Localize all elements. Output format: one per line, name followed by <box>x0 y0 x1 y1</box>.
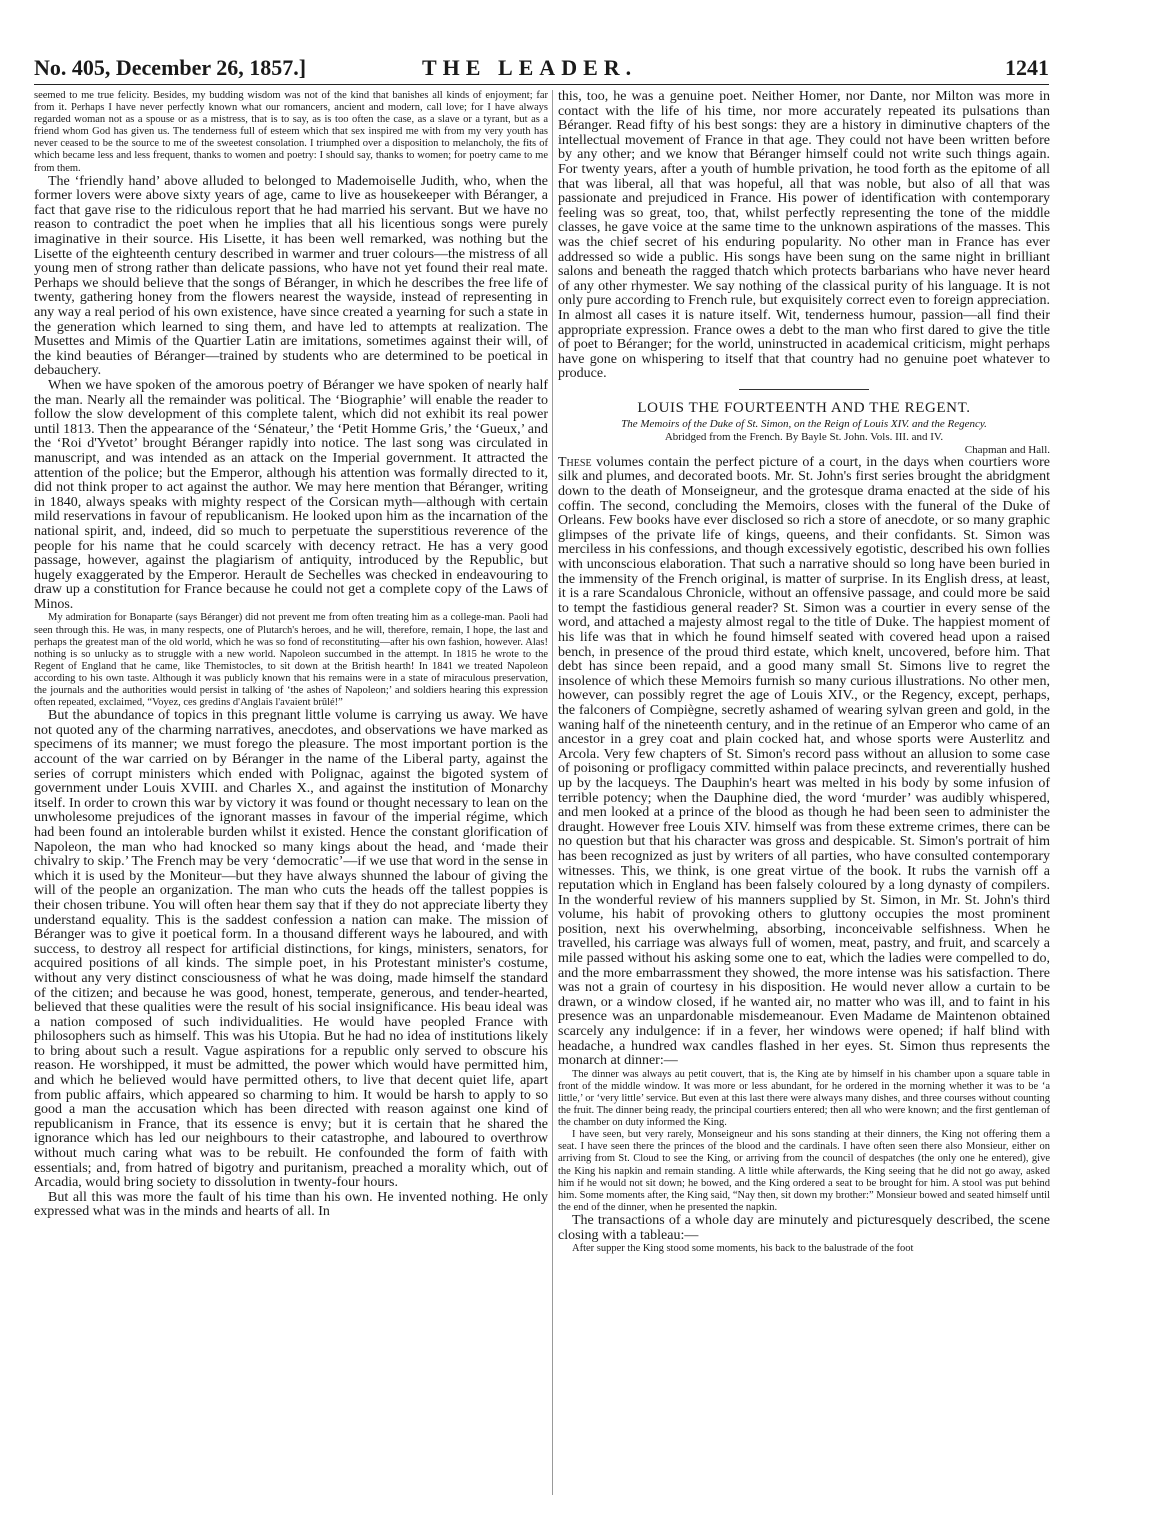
quote-bonaparte: My admiration for Bonaparte (says Béranger) did not prevent me from often treating him as a college-man. Paoli had seen through this. He was, in many respects, one of Plutarch's heroes, and he will, therefore, remain, I hope, the last and perhaps the greatest man of the old world, which he was so fond of reconstituting—after his own fashion, however. Alas! nothing is so unlucky as to struggle with a new world. Napoleon succumbed in the attempt. In 1815 he wrote to the Regent of England that he came, like Themistocles, to sit down at the British hearth! In 1841 we treated Napoleon according to his own taste. Although it was publicly known that his remains were in a state of miraculous preservation, the journals and the authorities would persist in talking of ‘the ashes of Napoleon;’ and soldiers hearing this expression often repeated, exclaimed, “Voyez, ces gredins d'Anglais l'avaient brûlé!” <box>34 612 548 709</box>
issue-date: No. 405, December 26, 1857.] <box>34 55 307 80</box>
right-column <box>558 90 1050 1255</box>
header-rule <box>34 84 1049 85</box>
article-publisher: Chapman and Hall. <box>964 443 1050 456</box>
quote-monseigneur: I have seen, but very rarely, Monseigneur and his sons standing at their dinners, the King not offering them a seat. I have seen there the princes of the blood and the cardinals. I have often seen there also Monsieur, either on arriving from St. Cloud to see the King, or arriving from the council of despatches (the only one he entered), give the King his napkin and remain standing. A little while afterwards, the King seeing that he did not go away, asked him if he would not sit down; he bowed, and the King ordered a seat to be brought for him. A stool was put behind him. Some moments after, the King said, “Nay then, sit down my brother:” Monsieur bowed and seated himself until the end of the dinner, when he presented the napkin. <box>558 1129 1050 1213</box>
page-header <box>34 55 1049 81</box>
paragraph-political: When we have spoken of the amorous poetry of Béranger we have spoken of nearly half the man. Nearly all the remainder was political. The ‘Biographie’ will enable the reader to follow the slow development of this complete talent, which did not exhibit its real power until 1813. Then the appearance of the ‘Sénateur,’ the ‘Petit Homme Gris,’ the ‘Gueux,’ and the ‘Roi d'Yvetot’ brought Béranger rapidly into notice. The last song was circulated in manuscript, and was intended as an attack on the Imperial government. It attracted the attention of the police; but the Emperor, although his attention was formally directed to it, did not think proper to act against the author. We may here mention that Béranger, writing in 1840, always speaks with mighty respect of the Corsican myth—although with certain mild reservations in favour of republicanism. He looked upon him as the incarnation of the national spirit, and, indeed, did so much to perpetuate the superstitious reverence of the people for his name that he could scarcely with decency retract. He has a very good passage, however, against the plagiarism of antiquity, introduced by the Republic, but hugely exaggerated by the Emperor. Herault de Sechelles was checked in endeavouring to draw up a constitution for France because he could not get a complete copy of the Laws of Minos. <box>34 377 548 612</box>
paragraph-topics: But the abundance of topics in this pregnant little volume is carrying us away. We have not quoted any of the charming narratives, anecdotes, and observations we have marked as specimens of its manner; we must forego the pleasure. The most important portion is the account of the war carried on by Béranger in the name of the Liberal party, against the series of corrupt ministers which ended with Polignac, against the bigoted system of government under Louis XVIII. and Charles X., and against the institution of Monarchy itself. In order to crown this war by victory it was found or thought necessary to lean on the unwholesome prejudices of the ignorant masses in favour of the imperial régime, which had been found an intolerable burden whilst it existed. Hence the constant glorification of Napoleon, the man who had knocked so many kings about the head, and ‘made their chivalry to skip.’ The French may be very ‘democratic’—if we use that word in the sense in which it is used by the Moniteur—but they have always shunned the labour of giving the will of the people an organization. The man who cuts the heads off the tallest poppies is their chosen tribune. You will often hear them say that if they do not appreciate liberty they understand equality. This is the saddest confession a nation can make. The mission of Béranger was to give it poetical form. In a thousand different ways he laboured, and with success, to destroy all respect for artificial distinctions, for kings, ministers, senators, for acquired positions of all kinds. The simple poet, in his Protestant minister's costume, without any very distinct consciousness of what he was doing, made himself the standard of the citizen; and because he was good, honest, temperate, generous, and tender-hearted, believed that these qualities were the result of his social insignificance. His beau ideal was a nation composed of such individualities. He would have peopled France with philosophers such as himself. This was his Utopia. But he had no idea of institutions likely to bring about such a result. Vague aspirations for a republic only served to obscure his reason. He worshipped, it must be admitted, the power which would have permitted him, and which he believed would have permitted others, to live that decent quiet life, apart from public affairs, which appeared so charming to him. It would be harsh to apply to so good a man the accusation which has been directed with reason against one kind of republicanism in France, that its essence is envy; but it is certain that he shared the ignorance which has led our neighbours to their catastrophe, and laboured to overthrow without much caring what was to be rebuilt. He confounded the form of faith with essentials; and, from hatred of bigotry and puritanism, preached a morality which, out of Arcadia, would bring society to dissolution in twenty-four hours. <box>34 708 548 1191</box>
section-separator <box>739 389 869 390</box>
paragraph-genuine-poet: this, too, he was a genuine poet. Neither Homer, nor Dante, nor Milton was more in contact with the life of his time, nor more accurately repeated its pulsations than Béranger. Read fifty of his best songs: they are a history in diminutive chapters of the intellectual movement of France in that age. They could not have been written before by any other; and we know that Béranger himself could not write such things again. For twenty years, after a youth of humble privation, he tood forth as the epitome of all that was liberal, all that was hopeful, all that was noble, but also of all that was passionate and prejudiced in France. His power of identification with contemporary feeling was so great, too, that, whilst perfectly representing the tone of the middle classes, he gave voice at the same time to the unknown aspirations of the masses. This was the chief secret of his enduring popularity. No other man in France has ever addressed so wide a public. His songs have been sung on the same night in brilliant salons and beneath the ragged thatch which protects barbarians who have never heard of any other rhymester. We say nothing of the classical purity of his language. It is not only pure according to French rule, but exquisitely correct even to foreign appreciation. In almost all cases it is nature itself. Wit, tenderness humour, passion—all find their appropriate expression. France owes a debt to the man who first dared to give the title of poet to Béranger; for the world, uninstructed in academical criticism, might perhaps have gone on whispering to itself that that country had no genuine poet whatever to produce. <box>558 89 1050 382</box>
quote-after-supper: After supper the King stood some moments, his back to the balustrade of the foot <box>572 1243 914 1255</box>
column-divider <box>552 90 553 1495</box>
paragraph-fault: But all this was more the fault of his time than his own. He invented nothing. He only expressed what was in the minds and hearts of all. In <box>34 1189 548 1220</box>
review-first-word: These <box>558 454 592 470</box>
review-text: volumes contain the perfect picture of a court, in the days when courtiers wore silk and plumes, and decorated boots. Mr. St. John's first series brought the abridgment down to the death of Monseigneur, and the grotesque drama enacted at the side of his coffin. The second, concluding the Memoirs, closes with the funeral of the Duke of Orleans. Few books have ever disclosed so rich a store of anecdote, or so many graphic glimpses of the private life of kings, queens, and their confidants. St. Simon was merciless in his confessions, and though excessively egotistic, described his own follies with unconscious elaboration. That such a narrative should so long have been buried in the immensity of the French original, is matter of surprise. In its English dress, at least, it is a rare Scandalous Chronicle, without an offensive passage, and could more be said to tempt the fastidious general reader? St. Simon was a courtier in every sense of the word, and attached a majesty almost regal to the title of Duke. The happiest moment of his life was that in which he found himself seated with covered head upon a raised bench, in presence of the proud third estate, which knelt, uncovered, before him. That debt has since been repaid, and a good many small St. Simons live to regret the insolence of which these Memoirs furnish so many curious illustrations. No other men, however, can possibly regret the age of Louis XIV., or the Regency, except, perhaps, the falconers of Compiègne, secretly ashamed of wearing sylvan green and gold, in the waning half of the nineteenth century, and in the retinue of an Emperor who came of an ancestor in a grey coat and plain cocked hat, and whose sports were Austerlitz and Arcola. Very few chapters of St. Simon's record pass without an allusion to some case of poisoning or profligacy committed within palace precincts, and reverentially hushed up by the lacqueys. The Dauphin's heart was melted in his body by some infusion of terrible potency; when the Dauphine died, the word ‘murder’ was audibly whispered, and men looked at a prince of the blood as though he had been seen to administer the draught. However free Louis XIV. himself was from these extreme crimes, there can be no question but that his character was gross and despicable. St. Simon's portrait of him has been recognized as just by writers of all parties, who have consulted contemporary witnesses. This, we think, is one great virtue of the book. It rubs the varnish off a reputation which in England has been falsely coloured by a long dynasty of compilers. In the wonderful review of his manners supplied by St. Simon, in Mr. St. John's third volume, his habit of provoking others to gluttony occupies the most prominent position, next his overwhelming, absorbing, inconceivable selfishness. When he travelled, his carriage was always full of women, meat, pastry, and fruit, and scarcely a mile passed without his asking some one to eat, which the ladies were compelled to do, and the more embarrassment they showed, the more intense was his satisfaction. There was not a grain of courtesy in his disposition. He would never allow a curtain to be drawn, or a window closed, if he wanted air, no matter who was ill, and to faint in his presence was an unpardonable misdemeanour. Even Madame de Maintenon obtained scarcely any indulgence: if in a fever, her windows were opened; if half blind with headache, a hundred wax candles flashed in her eyes. St. Simon thus represents the monarch at dinner:— <box>558 454 1050 1069</box>
paragraph-review <box>558 456 1050 1069</box>
quote-dinner: The dinner was always au petit couvert, that is, the King ate by himself in his chamber upon a square table in front of the middle window. It was more or less abundant, for he ordered in the morning whether it was to be ‘a little,’ or ‘very little’ service. But even at this last there were always many dishes, and three courses without counting the fruit. The dinner being ready, the principal courtiers entered; then all who were known; and the first gentleman of the chamber on duty informed the King. <box>558 1068 1050 1129</box>
article-subtitle: The Memoirs of the Duke of St. Simon, on the Reign of Louis XIV. and the Regency. <box>621 417 987 430</box>
article-abridged: Abridged from the French. By Bayle St. John. Vols. III. and IV. <box>664 430 944 443</box>
paragraph-friendly-hand: The ‘friendly hand’ above alluded to belonged to Mademoiselle Judith, who, when the former lovers were above sixty years of age, came to live as housekeeper with Béranger, a fact that gave rise to the ridiculous report that he had married his servant. But we have no reason to contradict the poet when he implies that all his licentious songs were purely imaginative in their source. His Lisette, it has been well remarked, was nothing but the Lisette of the eighteenth century described in warmer and truer colours—the mistress of all young men of strong rather than delicate passions, who have not yet found their real mate. Perhaps we should believe that the songs of Béranger, in which he describes the free life of twenty, gathering honey from the flowers nearest the wayside, instead of representing in any way a real period of his own existence, have since created a yearning for such a state in the generation which learned to sing them, and have led to attempts at realization. The Musettes and Mimis of the Quartier Latin are imitations, sometimes against their will, of the kind beauties of Béranger—trained by students who are determined to be poetical in debauchery. <box>34 173 548 379</box>
paragraph-transactions: The transactions of a whole day are minutely and picturesquely described, the scene closing with a tableau:— <box>558 1212 1050 1243</box>
quote-beranger-love: seemed to me true felicity. Besides, my budding wisdom was not of the kind that banishes all kinds of enjoyment; far from it. Perhaps I have never perfectly known what our romancers, ancient and modern, call love; for I have always regarded woman not as a spouse or as a mistress, that is to say, as is too often the case, as a slave or a tyrant, but as a friend whom God has given us. The tenderness full of esteem which that sex inspired me with from my very youth has never ceased to be the source to me of the sweetest consolation. I triumphed over a disposition to melancholy, the fits of which became less and less frequent, thanks to women and poetry: I should say, thanks to women; for poetry came to me from them. <box>34 90 548 174</box>
page-number: 1241 <box>1005 55 1049 80</box>
masthead: THE LEADER. <box>422 55 638 80</box>
article-title: LOUIS THE FOURTEENTH AND THE REGENT. <box>637 399 971 416</box>
left-column <box>34 90 548 1220</box>
